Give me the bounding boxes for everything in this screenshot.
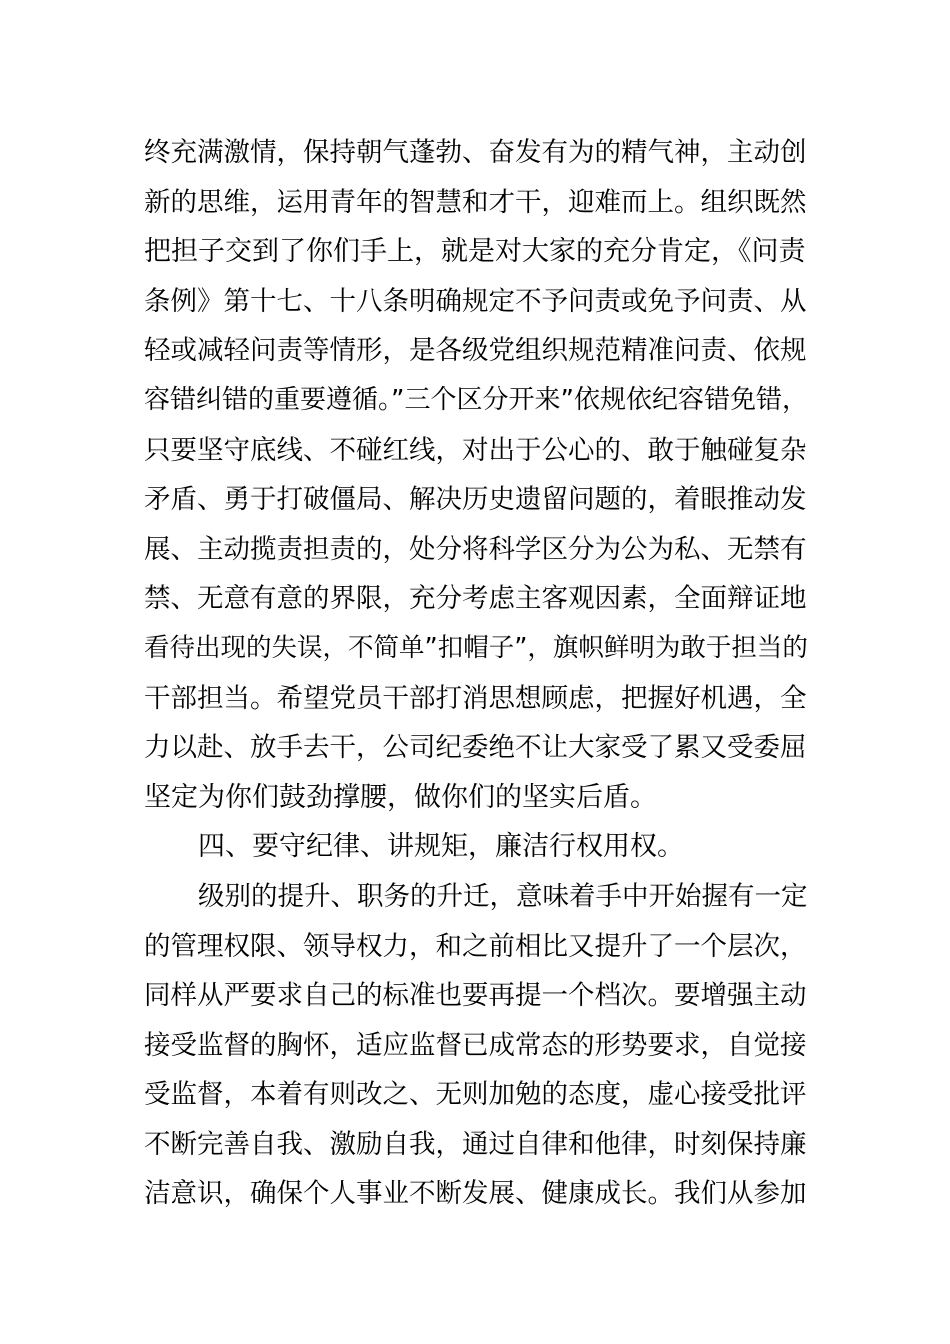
text-line: 的管理权限、领导权力，和之前相比又提升了一个层次， [144, 930, 807, 962]
text-line: 洁意识，确保个人事业不断发展、健康成长。我们从参加 [144, 1178, 807, 1210]
text-line: 接受监督的胸怀，适应监督已成常态的形势要求，自觉接 [144, 1029, 807, 1061]
text-line: 条例》第十七、十八条明确规定不予问责或免予问责、从 [144, 285, 807, 317]
text-line: 受监督，本着有则改之、无则加勉的态度，虚心接受批评 [144, 1079, 807, 1111]
text-line: 只要坚守底线、不碰红线，对出于公心的、敢于触碰复杂 [144, 434, 807, 466]
text-line: 禁、无意有意的界限，充分考虑主客观因素，全面辩证地 [144, 583, 807, 615]
text-line: 新的思维，运用青年的智慧和才干，迎难而上。组织既然 [144, 186, 807, 218]
body-text [144, 128, 814, 1219]
text-line: 容错纠错的重要遵循。”三个区分开来”依规依纪容错免错， [144, 384, 808, 415]
paragraph-first-line: 级别的提升、职务的升迁，意味着手中开始握有一定 [198, 880, 808, 912]
text-line: 矛盾、勇于打破僵局、解决历史遗留问题的，着眼推动发 [144, 484, 807, 516]
text-line: 坚定为你们鼓劲撑腰，做你们的坚实后盾。 [144, 781, 657, 813]
section-heading: 四、要守纪律、讲规矩，廉洁行权用权。 [198, 831, 684, 863]
text-line: 干部担当。希望党员干部打消思想顾虑，把握好机遇，全 [144, 682, 807, 714]
text-line: 同样从严要求自己的标准也要再提一个档次。要增强主动 [144, 980, 807, 1012]
text-line: 力以赴、放手去干，公司纪委绝不让大家受了累又受委屈 [144, 732, 807, 764]
text-line: 把担子交到了你们手上，就是对大家的充分肯定，《问责 [144, 236, 806, 268]
text-line: 看待出现的失误，不简单”扣帽子”，旗帜鲜明为敢于担当的 [144, 632, 808, 663]
text-line: 轻或减轻问责等情形，是各级党组织规范精准问责、依规 [144, 335, 807, 367]
text-line: 不断完善自我、激励自我，通过自律和他律，时刻保持廉 [144, 1128, 807, 1160]
text-line: 展、主动揽责担责的，处分将科学区分为公为私、无禁有 [144, 533, 807, 565]
text-line: 终充满激情，保持朝气蓬勃、奋发有为的精气神，主动创 [144, 137, 807, 168]
